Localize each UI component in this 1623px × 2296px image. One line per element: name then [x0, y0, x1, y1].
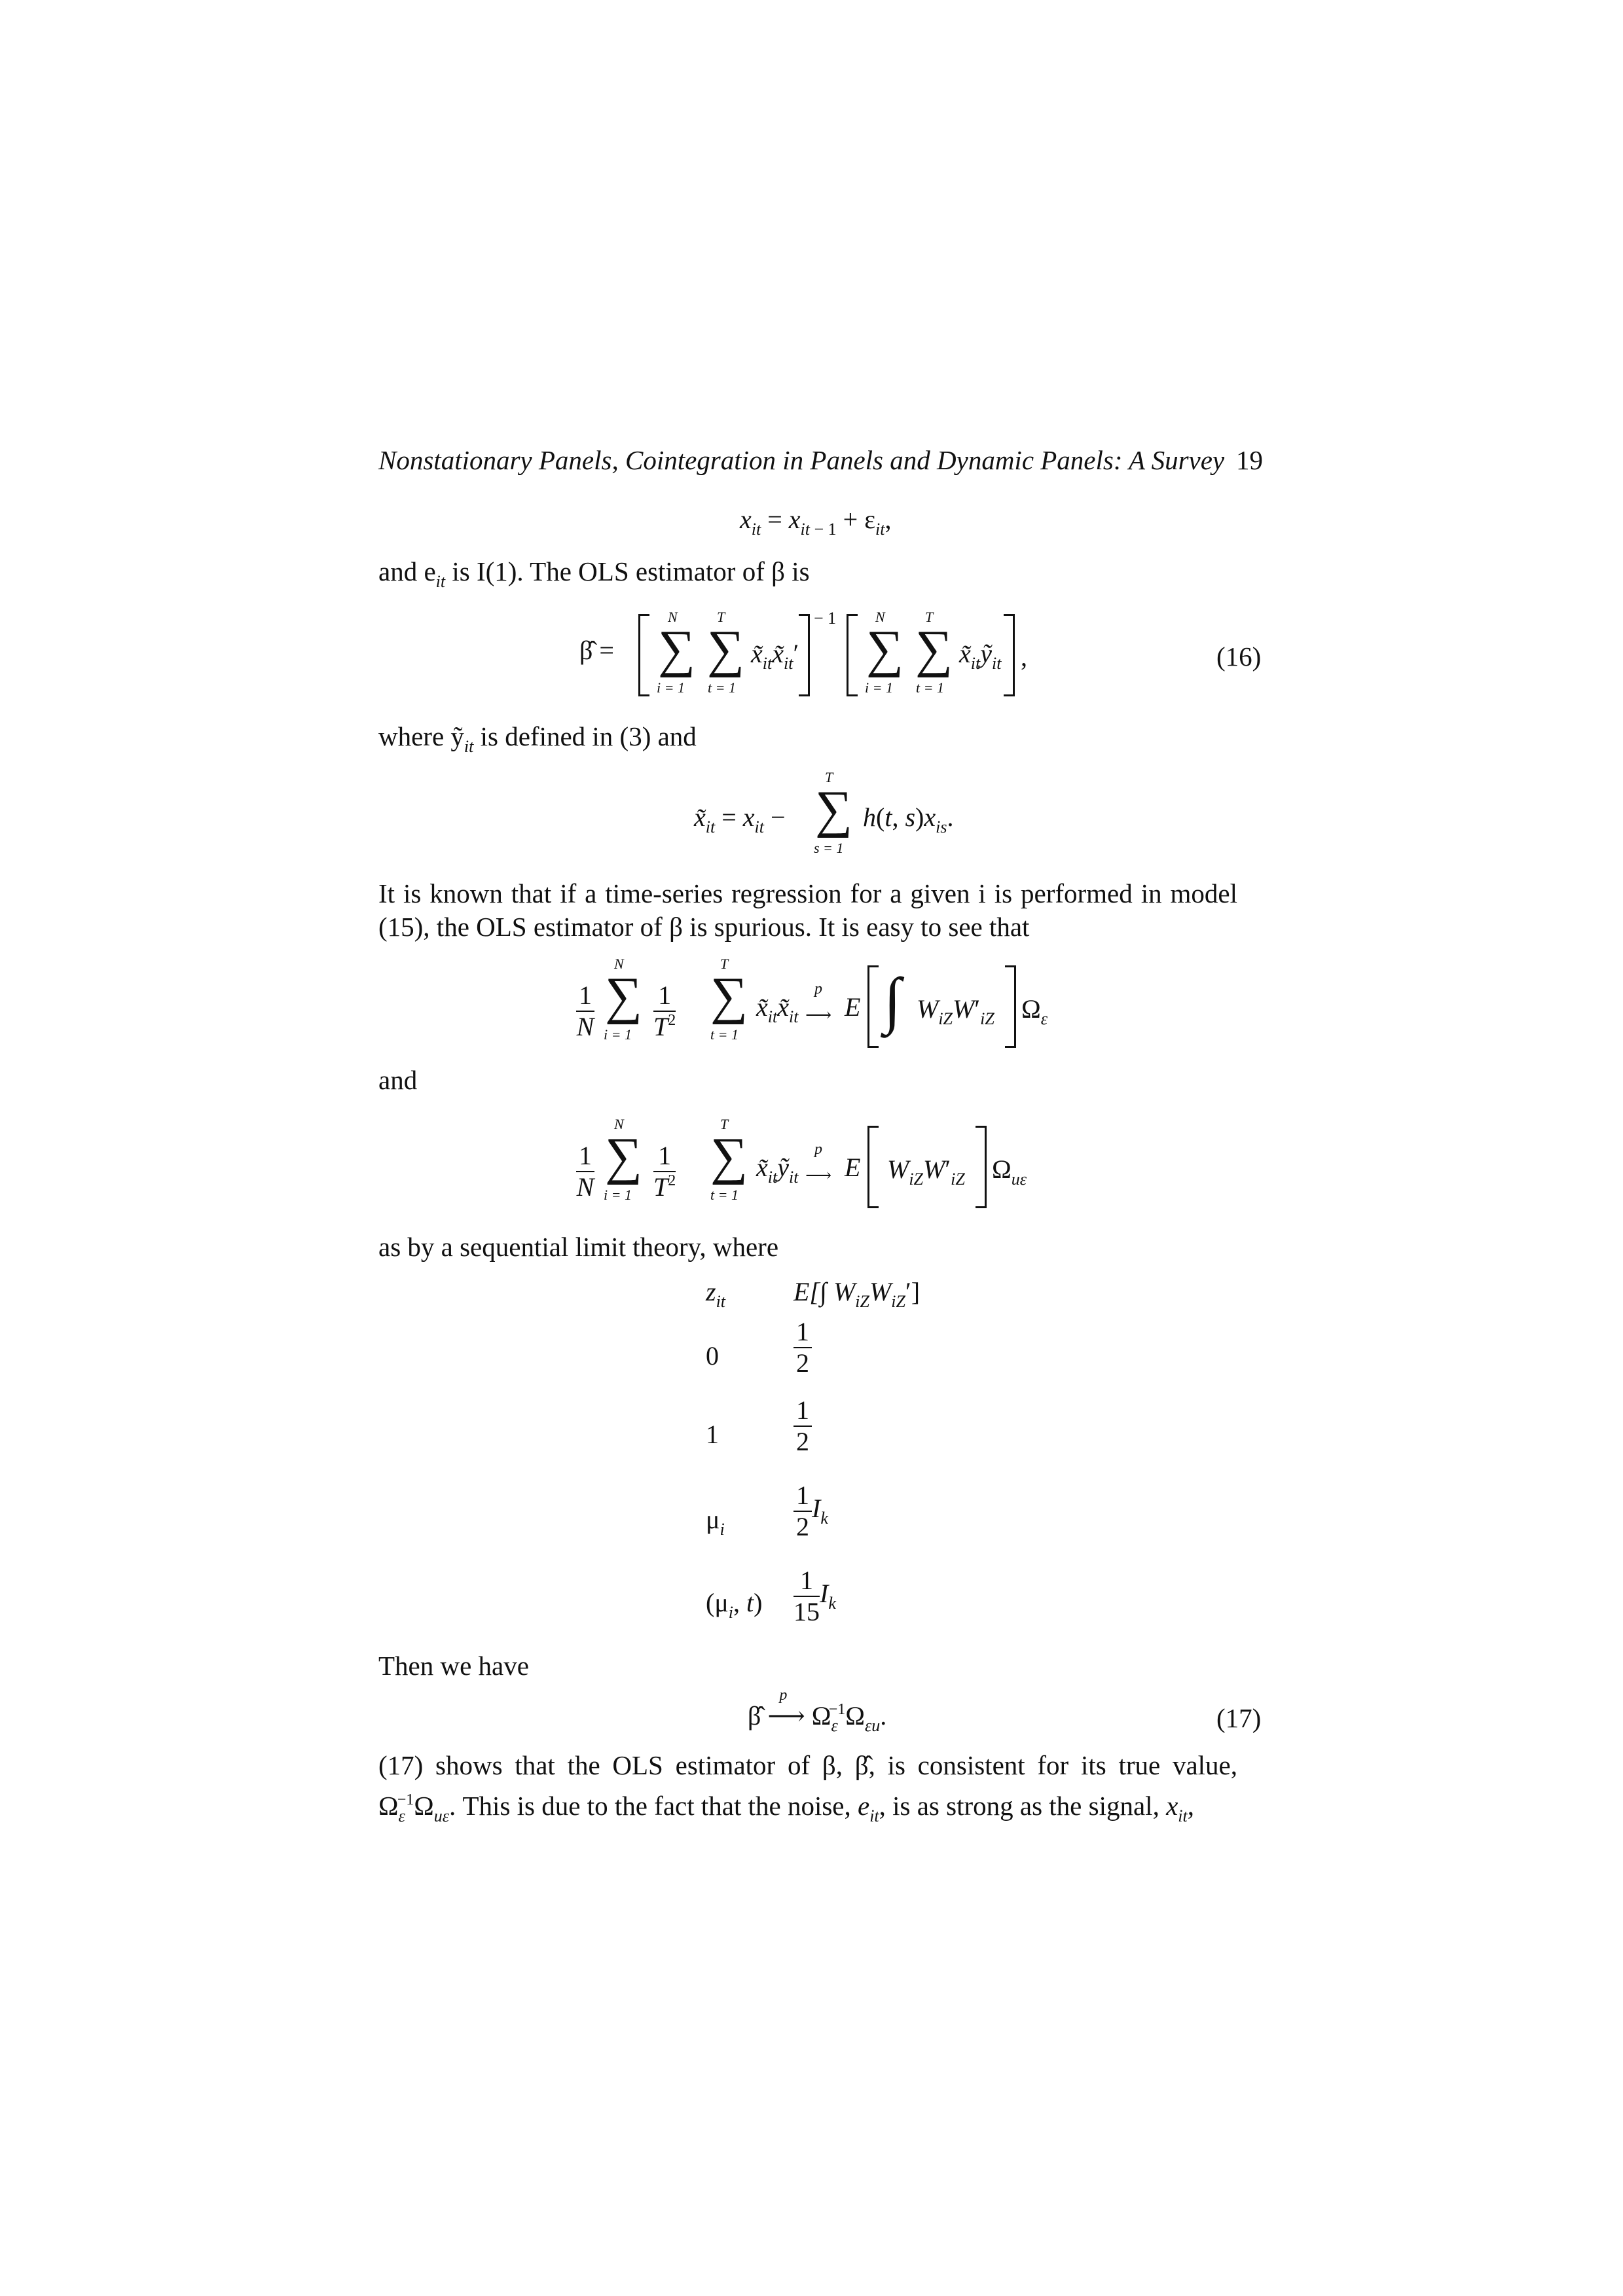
equation-16-label: (16) — [1216, 641, 1262, 672]
equation-random-walk: $x_{it} = x_{it}$ $_{- 1} + \varepsilon_{it}$, — [740, 505, 892, 539]
equation-limit-xx: $\frac{1}{N}$ N ∑ i = 1 $\frac{1}{T^2}$ T ∑ t = 1 $x̃_{it}x̃_{it}$ p ⟶ E ∫ $W_{iZ}W'_{iZ}$ $\Omega_\varepsilon$ — [576, 956, 1074, 1060]
table-row-4-z: ($\mu_i$, t) — [706, 1588, 763, 1622]
page-number: 19 — [1236, 445, 1263, 475]
paragraph-ols-intro: and $e_{it}$ is I(1). The OLS estimator of β is — [378, 556, 810, 591]
paragraph-spurious: It is known that if a time-series regression for a given i is performed in model (15), the OLS estimator of β is spurious. It is easy to see that — [378, 878, 1237, 942]
table-row-1-value: $\frac{1}{2}$ — [793, 1317, 812, 1378]
table-row-2-z: 1 — [706, 1420, 719, 1449]
equation-17-label: (17) — [1216, 1703, 1262, 1733]
table-row-3-value: $\frac{1}{2}$ $I_k$ — [793, 1480, 828, 1542]
equation-x-tilde: $x̃_{it} = x_{it}$ − T ∑ s = 1 h(t, $s)x_{is}$. — [694, 769, 954, 856]
table-row-4-value: $\frac{1}{15}$ $I_k$ — [793, 1566, 836, 1626]
paragraph-where-y: where ỹ$_{it}$ is defined in (3) and — [378, 721, 697, 756]
paragraph-consistency-line2: $\Omega_\varepsilon^{-1}\Omega_{u\varepsilon}$. This is due to the fact that the noise, $e_{it}$, is as strong as the signal, $x_{it}$, — [378, 1791, 1194, 1825]
paragraph-sequential-limit: as by a sequential limit theory, where — [378, 1232, 779, 1262]
equation-17: β̂ p ⟶ $\Omega_\varepsilon^{-1}\Omega_{\varepsilon u}$. — [748, 1687, 887, 1735]
paragraph-consistency-line1: (17) shows that the OLS estimator of β, β̂, is consistent for its true value, — [378, 1750, 1237, 1780]
equation-limit-xy: $\frac{1}{N}$ N ∑ i = 1 $\frac{1}{T^2}$ T ∑ t = 1 $x̃_{it}ỹ_{it}$ p ⟶ E $W_{iZ}W'_{iZ}$ $\Omega_{u\varepsilon}$ — [576, 1116, 1074, 1221]
table-row-1-z: 0 — [706, 1341, 719, 1371]
table-row-3-z: $\mu_i$ — [706, 1505, 725, 1539]
and-text: and — [378, 1065, 418, 1095]
table-row-2-value: $\frac{1}{2}$ — [793, 1395, 812, 1457]
limit-table-header-z: $z_{it}$ — [706, 1277, 726, 1311]
limit-table-header-e: E[∫ $W_{iZ}W_{iZ}'$] — [793, 1277, 921, 1311]
running-header-title: Nonstationary Panels, Cointegration in Panels and Dynamic Panels: A Survey — [378, 445, 1225, 475]
then-we-have: Then we have — [378, 1651, 529, 1681]
equation-16: β̂ = N ∑ i = 1 T ∑ t = 1 $x̃_{it}x̃_{it}'$ − 1 N ∑ i = 1 T ∑ t = 1 $x̃_{it}ỹ_{it}$ , — [579, 609, 1027, 696]
